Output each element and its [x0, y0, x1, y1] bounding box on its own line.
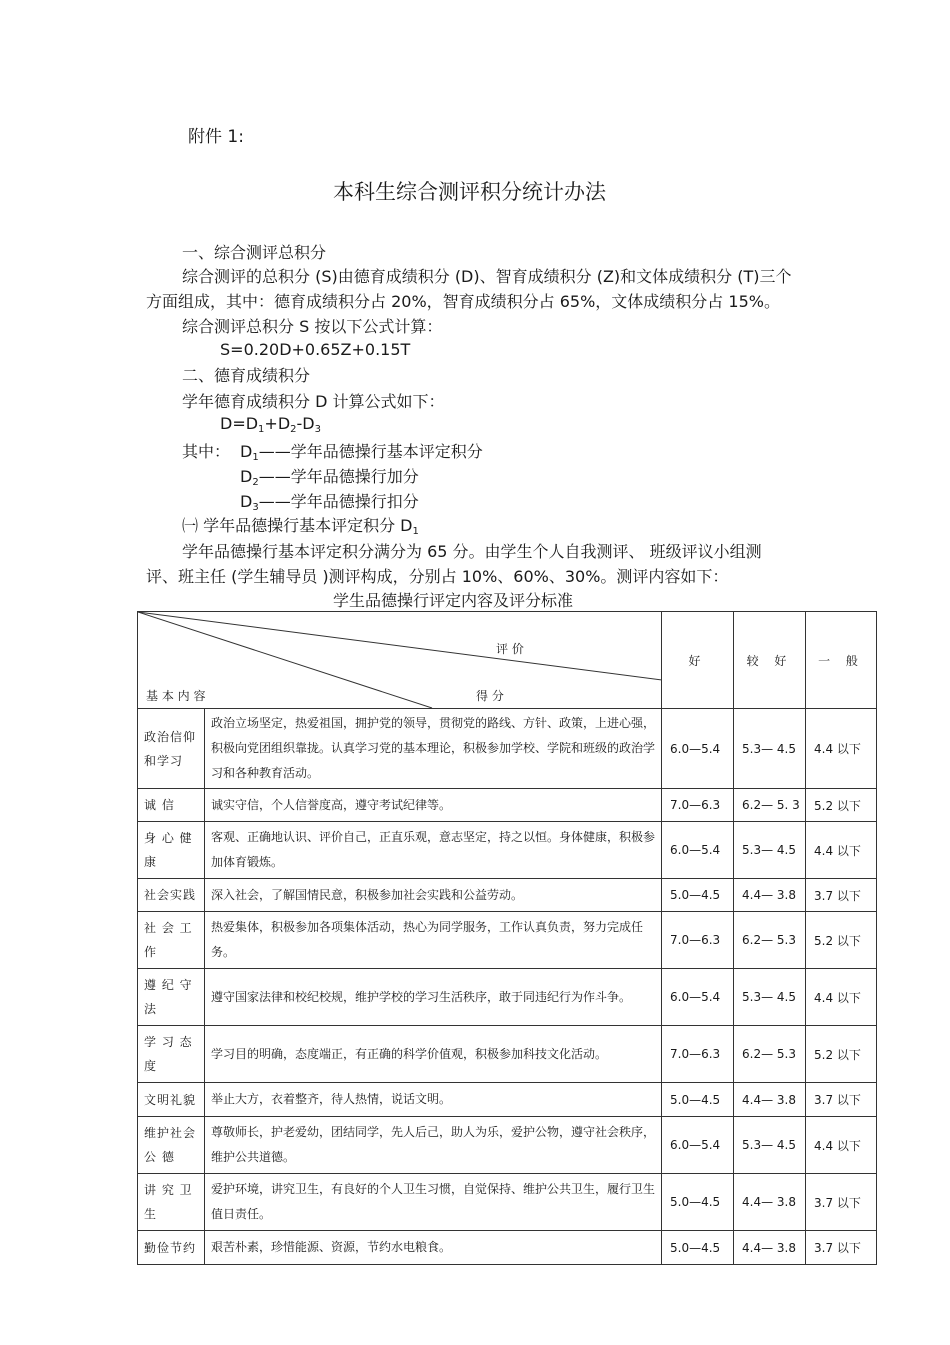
row-description: 热爱集体，积极参加各项集体活动，热心为同学服务，工作认真负责，努力完成任务。 — [205, 912, 662, 969]
def-d2-symbol: D — [240, 467, 253, 486]
formula-d-part3: -D — [296, 414, 315, 433]
section1-para2: 综合测评总积分 S 按以下公式计算： — [182, 317, 443, 336]
def-d2-text: ——学年品德操行加分 — [258, 467, 419, 486]
row-score-normal: 3.7 以下 — [806, 1083, 877, 1117]
def-d1-sub: 1 — [252, 452, 259, 463]
row-category: 遵 纪 守 法 — [138, 969, 205, 1026]
def-d2-sub: 2 — [252, 477, 259, 488]
row-score-better: 4.4— 3.8 — [734, 1231, 806, 1265]
row-score-normal: 4.4 以下 — [806, 969, 877, 1026]
diagonal-lines — [138, 612, 662, 708]
table-body — [138, 709, 877, 1265]
col-good-header: 好 — [662, 612, 734, 709]
row-score-better: 5.3— 4.5 — [734, 709, 806, 789]
row-score-normal: 5.2 以下 — [806, 1026, 877, 1083]
section2-para1: 学年德育成绩积分 D 计算公式如下： — [182, 392, 445, 411]
row-score-better: 6.2— 5.3 — [734, 912, 806, 969]
attachment-label: 附件 1: — [188, 127, 244, 147]
row-score-normal: 4.4 以下 — [806, 709, 877, 789]
def-d3-text: ——学年品德操行扣分 — [258, 492, 419, 511]
row-score-normal: 3.7 以下 — [806, 1231, 877, 1265]
sub-heading — [182, 513, 419, 537]
formula-d-part2: +D — [264, 414, 291, 433]
sub-heading-sub: 1 — [412, 526, 419, 537]
sub-heading-text: ㈠ 学年品德操行基本评定积分 D — [182, 516, 413, 535]
row-score-normal: 4.4 以下 — [806, 1117, 877, 1174]
col-better-header: 较 好 — [734, 612, 806, 709]
row-score-better: 5.3— 4.5 — [734, 969, 806, 1026]
row-score-good: 7.0—6.3 — [662, 1026, 734, 1083]
diagonal-header-cell — [138, 612, 662, 709]
row-description: 诚实守信，个人信誉度高，遵守考试纪律等。 — [205, 789, 662, 822]
row-category: 讲 究 卫 生 — [138, 1174, 205, 1231]
def-d3 — [240, 489, 419, 513]
row-score-good: 6.0—5.4 — [662, 1117, 734, 1174]
formula-d-part1: D=D — [220, 414, 259, 433]
formula-s: S=0.20D+0.65Z+0.15T — [220, 340, 411, 359]
table-row — [138, 969, 877, 1026]
row-score-good: 6.0—5.4 — [662, 822, 734, 879]
row-category: 社 会 工 作 — [138, 912, 205, 969]
col-normal-header: 一 般 — [806, 612, 877, 709]
table-row — [138, 789, 877, 822]
table-row — [138, 1117, 877, 1174]
row-score-normal: 5.2 以下 — [806, 912, 877, 969]
row-category: 身 心 健 康 — [138, 822, 205, 879]
row-score-better: 4.4— 3.8 — [734, 1174, 806, 1231]
table-header-row — [138, 612, 877, 709]
section2-para2-line1: 学年品德操行基本评定积分满分为 65 分。由学生个人自我测评、 班级评议小组测 — [182, 542, 762, 561]
row-score-better: 6.2— 5.3 — [734, 1026, 806, 1083]
row-score-good: 5.0—4.5 — [662, 1174, 734, 1231]
table-row — [138, 1174, 877, 1231]
row-category: 政治信仰和学习 — [138, 709, 205, 789]
row-category: 诚 信 — [138, 789, 205, 822]
row-score-good: 6.0—5.4 — [662, 709, 734, 789]
row-description: 政治立场坚定，热爱祖国，拥护党的领导，贯彻党的路线、方针、政策，上进心强，积极向党团组织靠拢。认真学习党的基本理论，积极参加学校、学院和班级的政治学习和各种教育活动。 — [205, 709, 662, 789]
def-d3-sub: 3 — [252, 502, 259, 513]
row-score-better: 5.3— 4.5 — [734, 822, 806, 879]
row-category: 文明礼貌 — [138, 1083, 205, 1117]
row-category: 社会实践 — [138, 879, 205, 912]
table-row — [138, 709, 877, 789]
row-score-normal: 4.4 以下 — [806, 822, 877, 879]
def-d1 — [240, 439, 483, 463]
row-description: 艰苦朴素，珍惜能源、资源，节约水电粮食。 — [205, 1231, 662, 1265]
formula-d-sub1: 1 — [258, 424, 265, 435]
def-d1-symbol: D — [240, 442, 253, 461]
page-title: 本科生综合测评积分统计办法 — [333, 180, 606, 204]
row-description: 遵守国家法律和校纪校规，维护学校的学习生活秩序，敢于同违纪行为作斗争。 — [205, 969, 662, 1026]
row-score-better: 6.2— 5. 3 — [734, 789, 806, 822]
grading-table — [137, 611, 877, 1265]
table-row — [138, 1083, 877, 1117]
table-row — [138, 1026, 877, 1083]
diag-top-label: 评 价 — [496, 642, 524, 656]
formula-d — [220, 414, 321, 435]
row-score-good: 7.0—6.3 — [662, 789, 734, 822]
row-score-good: 6.0—5.4 — [662, 969, 734, 1026]
row-score-normal: 3.7 以下 — [806, 1174, 877, 1231]
row-score-better: 5.3— 4.5 — [734, 1117, 806, 1174]
row-description: 爱护环境，讲究卫生，有良好的个人卫生习惯，自觉保持、维护公共卫生，履行卫生值日责任。 — [205, 1174, 662, 1231]
section1-para1-line2: 方面组成，其中：德育成绩积分占 20%，智育成绩积分占 65%，文体成绩积分占 15%。 — [146, 292, 780, 311]
row-category: 学 习 态 度 — [138, 1026, 205, 1083]
where-label: 其中： — [182, 442, 231, 461]
row-category: 维护社会公 德 — [138, 1117, 205, 1174]
table-row — [138, 879, 877, 912]
row-score-normal: 5.2 以下 — [806, 789, 877, 822]
formula-d-sub2: 2 — [290, 424, 297, 435]
row-description: 客观、正确地认识、评价自己，正直乐观，意志坚定，持之以恒。身体健康，积极参加体育锻炼。 — [205, 822, 662, 879]
def-d3-symbol: D — [240, 492, 253, 511]
formula-d-sub3: 3 — [314, 424, 321, 435]
row-category: 勤俭节约 — [138, 1231, 205, 1265]
row-description: 深入社会，了解国情民意，积极参加社会实践和公益劳动。 — [205, 879, 662, 912]
section1-para1-line1: 综合测评的总积分 (S)由德育成绩积分 (D)、智育成绩积分 (Z)和文体成绩积分 (T)三个 — [182, 267, 792, 286]
diag-mid-label: 得 分 — [476, 689, 504, 703]
table-row — [138, 822, 877, 879]
def-d2 — [240, 464, 419, 488]
section2-heading: 二、德育成绩积分 — [182, 366, 311, 385]
section2-para2-line2: 评、班主任 (学生辅导员 )测评构成，分别占 10%、60%、30%。测评内容如下： — [146, 567, 729, 586]
section1-heading: 一、综合测评总积分 — [182, 243, 327, 262]
row-score-normal: 3.7 以下 — [806, 879, 877, 912]
row-description: 尊敬师长，护老爱幼，团结同学，先人后己，助人为乐，爱护公物，遵守社会秩序，维护公共道德。 — [205, 1117, 662, 1174]
def-d1-text: ——学年品德操行基本评定积分 — [258, 442, 483, 461]
table-row — [138, 912, 877, 969]
row-description: 学习目的明确，态度端正，有正确的科学价值观，积极参加科技文化活动。 — [205, 1026, 662, 1083]
table-caption: 学生品德操行评定内容及评分标准 — [333, 591, 574, 610]
row-score-good: 5.0—4.5 — [662, 1083, 734, 1117]
row-description: 举止大方，衣着整齐，待人热情，说话文明。 — [205, 1083, 662, 1117]
row-score-good: 7.0—6.3 — [662, 912, 734, 969]
row-score-better: 4.4— 3.8 — [734, 879, 806, 912]
table-row — [138, 1231, 877, 1265]
diag-left-label: 基 本 内 容 — [146, 689, 206, 703]
row-score-good: 5.0—4.5 — [662, 1231, 734, 1265]
row-score-good: 5.0—4.5 — [662, 879, 734, 912]
row-score-better: 4.4— 3.8 — [734, 1083, 806, 1117]
